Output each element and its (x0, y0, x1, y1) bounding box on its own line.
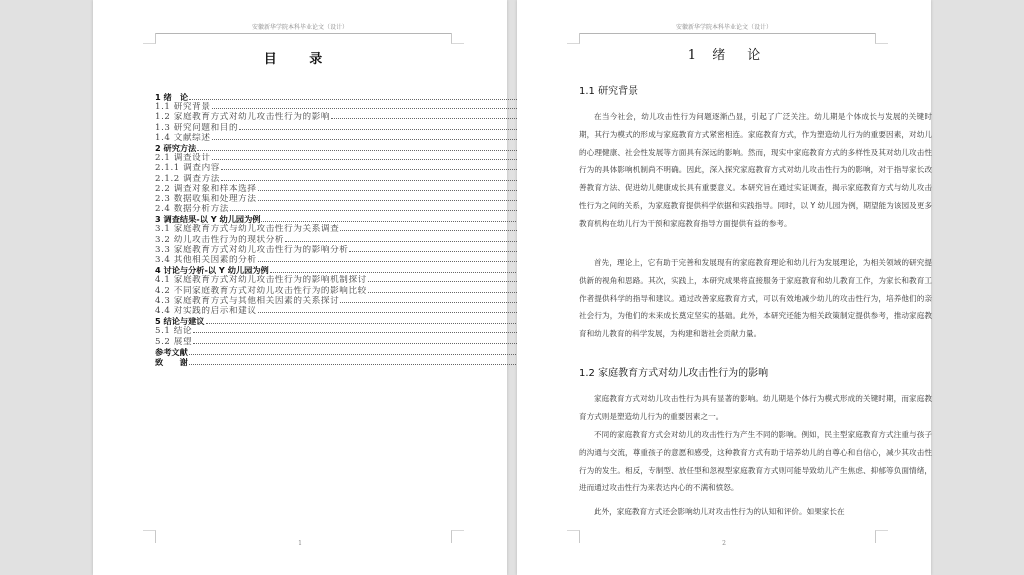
toc-entry[interactable] (155, 245, 540, 255)
toc-entry[interactable] (155, 123, 540, 133)
toc-dot-leader (189, 353, 528, 355)
toc-dot-leader (258, 260, 527, 262)
toc-entry-label: 5.2 展望 (155, 336, 193, 347)
toc-entry[interactable] (155, 286, 540, 296)
toc-entry[interactable] (155, 224, 540, 234)
toc-entry-label: 4 讨论与分析-以 Y 幼儿园为例 (155, 265, 269, 276)
toc-entry-label: 2.1.1 调查内容 (155, 163, 220, 174)
margin-corner-mark (875, 33, 888, 44)
toc-entry-label: 3.2 幼儿攻击性行为的现状分析 (155, 234, 285, 245)
toc-dot-leader (189, 363, 528, 365)
toc-entry-label: 2.1 调查设计 (155, 153, 211, 164)
toc-dot-leader (197, 149, 533, 151)
paragraph: 不同的家庭教育方式会对幼儿的攻击性行为产生不同的影响。例如，民主型家庭教育方式注重与孩子的沟通与交流，尊重孩子的意愿和感受，这种教育方式有助于培养幼儿的自尊心和自信心，减少其攻击性行为的发生。相反，专制型、放任型和忽视型家庭教育方式则可能导致幼儿产生焦虑、抑郁等负面情绪，进而通过攻击性行为来表达内心的不满和愤怒。 (579, 430, 932, 493)
chapter-title-word: 论 (747, 48, 761, 63)
toc-entry-label: 1.1 研究背景 (155, 102, 211, 113)
toc-dot-leader (331, 117, 533, 119)
toc-dot-leader (258, 189, 533, 191)
toc-entry[interactable] (155, 337, 540, 347)
page-number: 1 (298, 540, 302, 547)
toc-entry-label: 4.3 家庭教育方式与其他相关因素的关系探讨 (155, 295, 340, 306)
toc-entry-label: 3.3 家庭教育方式对幼儿攻击性行为的影响分析 (155, 244, 349, 255)
toc-entry[interactable] (155, 92, 540, 102)
toc-dot-leader (230, 209, 533, 211)
toc-dot-leader (258, 199, 533, 201)
paragraph: 家庭教育方式对幼儿攻击性行为具有显著的影响。幼儿期是个体行为模式形成的关键时期，而家庭教育方式则是塑造幼儿行为的重要因素之一。 (579, 394, 932, 421)
toc-entry[interactable] (155, 347, 540, 357)
toc-entry-label: 5 结论与建议 (155, 316, 205, 327)
section-heading-1-1: 1.1 研究背景 (579, 86, 639, 97)
toc-entry[interactable] (155, 275, 540, 285)
margin-corner-mark (143, 33, 156, 44)
toc-dot-leader (193, 342, 527, 344)
toc-dot-leader (239, 128, 533, 130)
toc-entry[interactable] (155, 194, 540, 204)
toc-entry-label: 2.1.2 调查方法 (155, 173, 220, 184)
toc-entry-label: 1.4 文献综述 (155, 132, 211, 143)
paragraph: 在当今社会，幼儿攻击性行为问题逐渐凸显，引起了广泛关注。幼儿期是个体成长与发展的关键时期，其行为模式的形成与家庭教育方式紧密相连。家庭教育方式，作为塑造幼儿行为的重要因素，对幼儿的心理健康、社会性发展等方面具有深远的影响。然而，现实中家庭教育方式的多样性及其对幼儿攻击性行为的具体影响机制尚不明确。因此，深入探究家庭教育方式对幼儿攻击性行为的影响，对于指导家长改善教育方法、促进幼儿健康成长具有重要意义。本研究旨在通过实证调查，揭示家庭教育方式与幼儿攻击性行为之间的关系，为家庭教育提供科学依据和实践指导。同时，以 Y 幼儿园为例，期望能为该园及更多教育机构在幼儿行为干预和家庭教育指导方面提供有益的参考。 (579, 112, 932, 228)
toc-dot-leader (212, 138, 533, 140)
toc-entry[interactable] (155, 112, 540, 122)
chapter-title (517, 44, 931, 63)
toc-entry-label: 4.1 家庭教育方式对幼儿攻击性行为的影响机制探讨 (155, 275, 367, 286)
toc-entry-label: 1 绪 论 (155, 92, 189, 102)
toc-entry[interactable] (155, 133, 540, 143)
toc-entry-label: 5.1 结论 (155, 326, 193, 337)
toc-entry[interactable] (155, 214, 540, 224)
toc-entry-label: 3.4 其他相关因素的分析 (155, 255, 257, 265)
toc-dot-leader (368, 291, 527, 293)
toc-entry-label: 2 研究方法 (155, 142, 197, 153)
toc-entry[interactable] (155, 204, 540, 214)
toc-dot-leader (349, 250, 526, 252)
section-heading-1-2: 1.2 家庭教育方式对幼儿攻击性行为的影响 (579, 368, 769, 379)
toc-entry-label: 2.4 数据分析方法 (155, 204, 229, 215)
toc-dot-leader (221, 179, 533, 181)
toc-dot-leader (189, 98, 533, 100)
toc-entry[interactable] (155, 265, 540, 275)
toc-entry[interactable] (155, 316, 540, 326)
toc-dot-leader (258, 311, 527, 313)
toc-entry[interactable] (155, 184, 540, 194)
toc-dot-leader (340, 301, 527, 303)
toc-entry-label: 3.1 家庭教育方式与幼儿攻击性行为关系调查 (155, 224, 340, 235)
chapter-number: 1 (687, 48, 696, 63)
toc-entry[interactable] (155, 174, 540, 184)
toc-entry[interactable] (155, 357, 540, 367)
toc-entry-label: 1.3 研究问题和目的 (155, 122, 239, 133)
page-number: 2 (722, 540, 726, 547)
toc-entry[interactable] (155, 153, 540, 163)
toc-entry[interactable] (155, 306, 540, 316)
toc-dot-leader (270, 271, 528, 273)
page-header: 安徽新华学院本科毕业论文（设计） (675, 24, 772, 31)
table-of-contents (155, 92, 540, 367)
page-toc (93, 0, 507, 575)
toc-dot-leader (212, 158, 533, 160)
margin-corner-mark (451, 33, 464, 44)
toc-entry-label: 2.2 调查对象和样本选择 (155, 183, 257, 194)
page-header: 安徽新华学院本科毕业论文（设计） (251, 24, 348, 31)
header-rule (579, 33, 876, 34)
chapter-title-word: 绪 (712, 48, 726, 63)
toc-entry[interactable] (155, 102, 540, 112)
toc-entry-label: 2.3 数据收集和处理方法 (155, 193, 257, 204)
toc-dot-leader (221, 168, 533, 170)
paragraph: 此外，家庭教育方式还会影响幼儿对攻击性行为的认知和评价。如果家长在 (594, 507, 845, 516)
toc-entry[interactable] (155, 163, 540, 173)
toc-entry-label: 3 调查结果-以 Y 幼儿园为例 (155, 214, 261, 225)
paragraph: 首先，理论上，它有助于完善和发展现有的家庭教育理论和幼儿行为发展理论，为相关领域的研究提供新的视角和思路。其次，实践上，本研究成果将直接服务于家庭教育和幼儿教育工作，为家长和教育工作者提供科学的指导和建议。通过改善家庭教育方式，可以有效地减少幼儿的攻击性行为，培养他们的亲社会行为，为他们的未来成长奠定坚实的基础。此外，本研究还能为相关政策制定提供参考，推动家庭教育和幼儿教育的科学发展，为构建和谐社会贡献力量。 (579, 258, 932, 339)
toc-dot-leader (193, 331, 527, 333)
page-chapter-1 (517, 0, 931, 575)
toc-dot-leader (261, 220, 527, 222)
toc-dot-leader (212, 107, 533, 109)
toc-entry-label: 1.2 家庭教育方式对幼儿攻击性行为的影响 (155, 112, 331, 123)
toc-entry[interactable] (155, 143, 540, 153)
toc-entry-label: 致 谢 (155, 356, 188, 367)
toc-entry[interactable] (155, 235, 540, 245)
margin-corner-mark (567, 33, 580, 44)
toc-entry-label: 4.4 对实践的启示和建议 (155, 305, 257, 316)
toc-entry[interactable] (155, 326, 540, 336)
toc-entry-label: 参考文献 (155, 346, 188, 357)
header-rule (155, 33, 452, 34)
toc-dot-leader (206, 322, 528, 324)
toc-entry[interactable] (155, 296, 540, 306)
toc-entry-label: 4.2 不同家庭教育方式对幼儿攻击性行为的影响比较 (155, 285, 367, 296)
toc-dot-leader (340, 229, 527, 231)
toc-entry[interactable] (155, 255, 540, 265)
toc-dot-leader (368, 280, 527, 282)
toc-title: 目 录 (263, 52, 337, 67)
toc-dot-leader (285, 240, 527, 242)
